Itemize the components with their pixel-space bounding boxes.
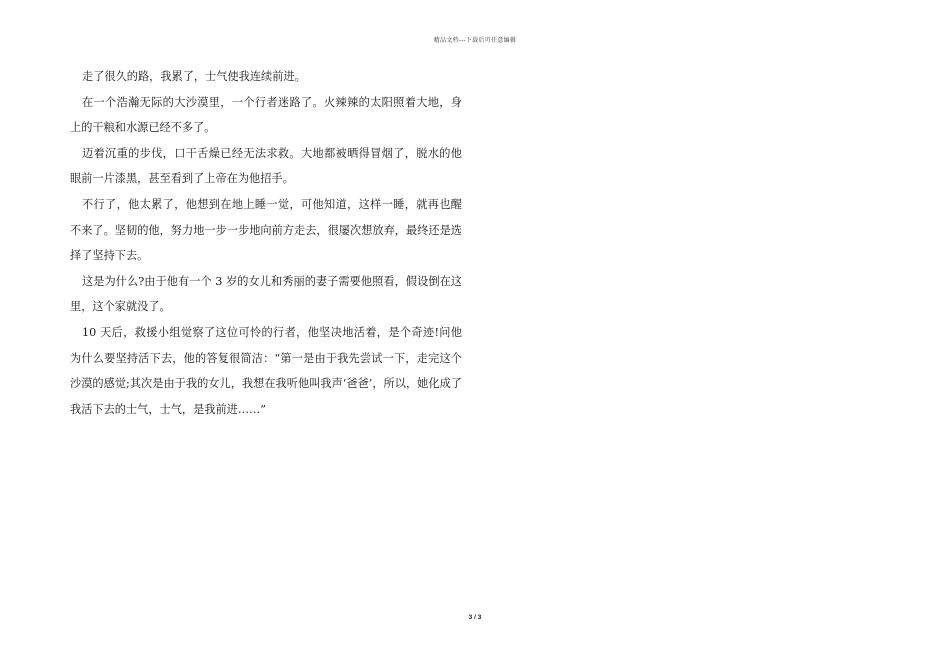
paragraph: 在一个浩瀚无际的大沙漠里，一个行者迷路了。火辣辣的太阳照着大地，身上的干粮和水源已经不多了。 [70, 95, 462, 135]
paragraph: 不行了，他太累了，他想到在地上睡一觉，可他知道，这样一睡，就再也醒不来了。坚韧的他，努力地一步一步地向前方走去，很屡次想放弃，最终还是选择了坚持下去。 [70, 197, 462, 263]
page-number: 3 / 3 [468, 614, 482, 621]
document-body [70, 64, 462, 422]
paragraph: 这是为什么?由于他有一个 3 岁的女儿和秀丽的妻子需要他照看，假设倒在这里，这个家就没了。 [70, 274, 462, 314]
page-header: 精品文档---下载后可任意编辑 [433, 37, 517, 44]
paragraph: 10 天后，救援小组觉察了这位可怜的行者，他坚决地活着，是个奇迹!问他为什么要坚持活下去，他的答复很简洁：“第一是由于我先尝试一下，走完这个沙漠的感觉;其次是由于我的女儿，我想在我听他叫我声‘爸爸’，所以，她化成了我活下去的士气，士气，是我前进……” [70, 325, 462, 416]
paragraph: 走了很久的路，我累了，士气使我连续前进。 [82, 70, 306, 83]
paragraph: 迈着沉重的步伐，口干舌燥已经无法求救。大地都被晒得冒烟了，脱水的他眼前一片漆黑，甚至看到了上帝在为他招手。 [70, 146, 462, 186]
